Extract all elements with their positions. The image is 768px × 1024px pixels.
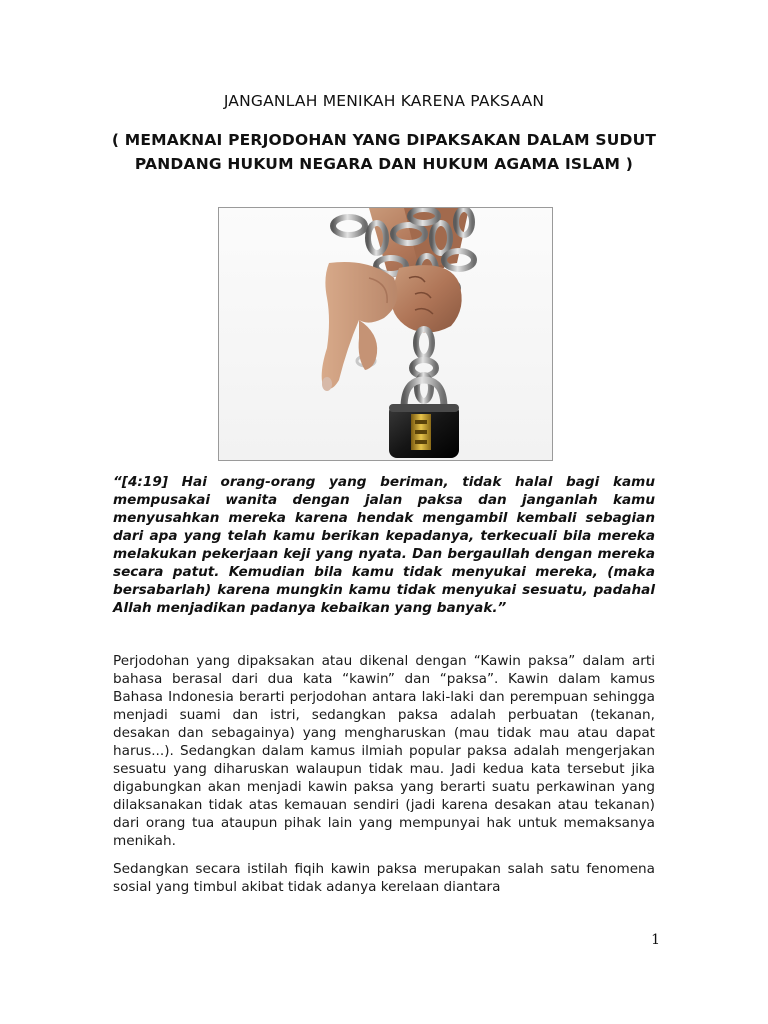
- chained-hands-image: [218, 207, 553, 461]
- page-number: 1: [651, 932, 660, 948]
- quran-quote: “[4:19] Hai orang-orang yang beriman, tidak halal bagi kamu mempusakai wanita dengan jalan paksa dan janganlah kamu menyusahkan mereka karena hendak mengambil kembali sebagian dari apa yang telah kamu berikan kepadanya, terkecuali bila mereka melakukan pekerjaan keji yang nyata. Dan bergaullah dengan mereka secara patut. Kemudian bila kamu tidak menyukai mereka, (maka bersabarlah) karena mungkin kamu tidak menyukai sesuatu, padahal Allah menjadikan padanya kebaikan yang banyak.”: [113, 474, 655, 616]
- paragraph-definition: Perjodohan yang dipaksakan atau dikenal dengan “Kawin paksa” dalam arti bahasa berasal dari dua kata “kawin” dan “paksa”. Kawin dalam kamus Bahasa Indonesia berarti perjodohan antara laki-laki dan perempuan sehingga menjadi suami dan istri, sedangkan paksa adalah perbuatan (tekanan, desakan dan sebagainya) yang mengharuskan (mau tidak mau atau dapat harus...). Sedangkan dalam kamus ilmiah popular paksa adalah mengerjakan sesuatu yang diharuskan walaupun tidak mau. Jadi kedua kata tersebut jika digabungkan akan menjadi kawin paksa yang berarti suatu perkawinan yang dilaksanakan tidak atas kemauan sendiri (jadi karena desakan atau tekanan) dari orang tua ataupun pihak lain yang mempunyai hak untuk memaksanya menikah.: [113, 653, 655, 849]
- paragraph-fiqih: Sedangkan secara istilah fiqih kawin paksa merupakan salah satu fenomena sosial yang timbul akibat tidak adanya kerelaan diantara: [113, 861, 655, 895]
- document-title: JANGANLAH MENIKAH KARENA PAKSAAN: [223, 92, 545, 110]
- chained-hands-padlock-icon: [219, 208, 552, 460]
- document-subtitle: ( MEMAKNAI PERJODOHAN YANG DIPAKSAKAN DALAM SUDUT PANDANG HUKUM NEGARA DAN HUKUM AGAMA ISLAM ): [111, 131, 657, 173]
